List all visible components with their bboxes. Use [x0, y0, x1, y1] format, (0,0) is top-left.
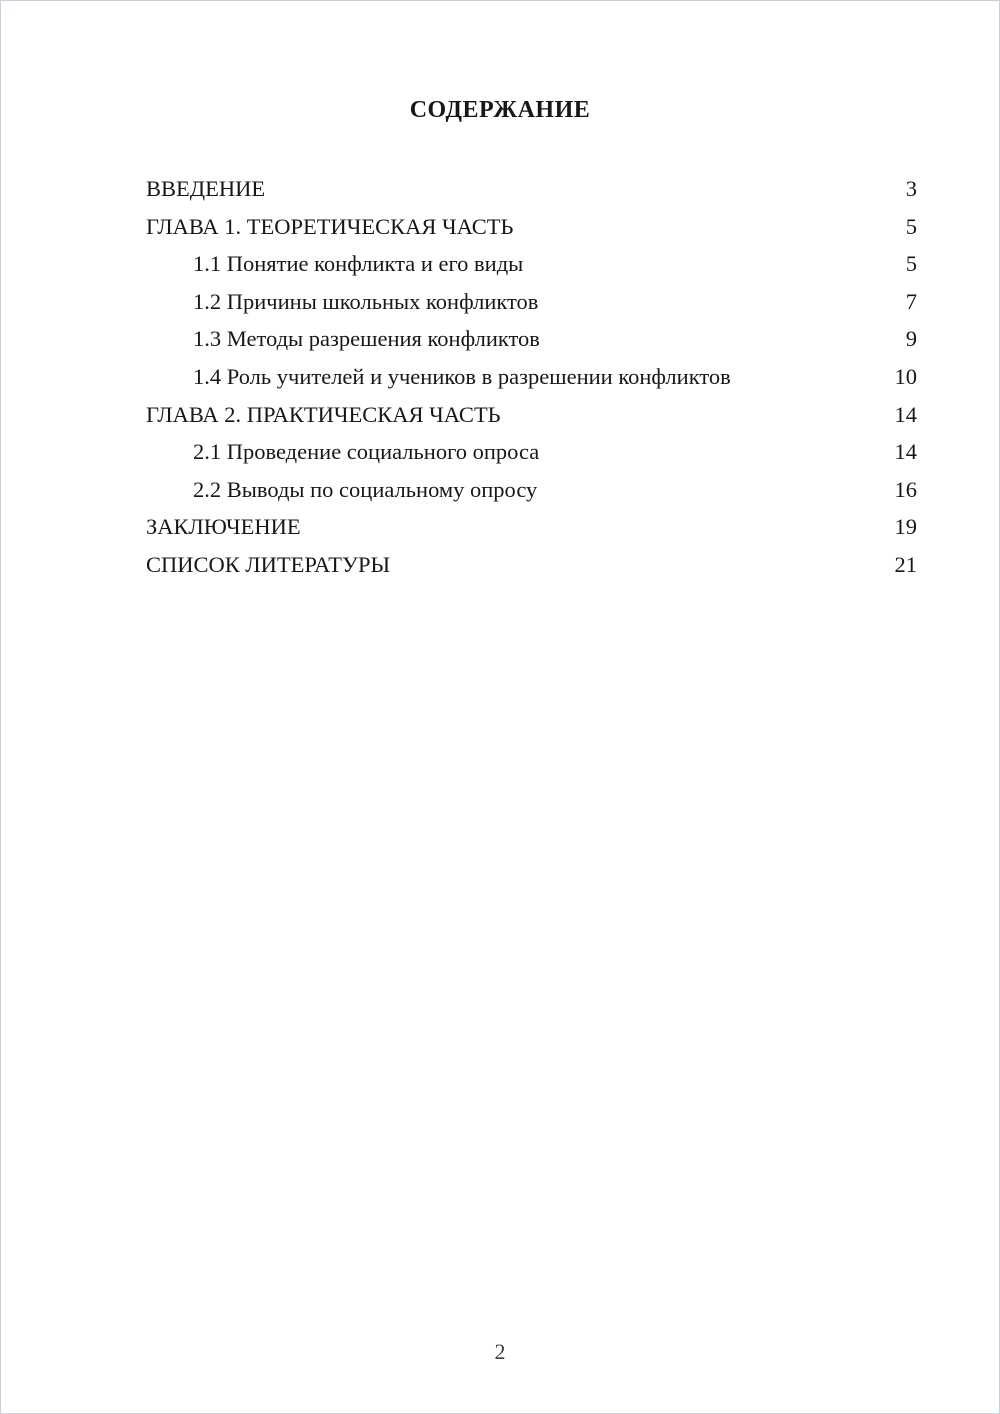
toc-entry-page: 14	[894, 439, 917, 465]
toc-entry-label: 1.2 Причины школьных конфликтов	[193, 288, 539, 314]
toc-entry	[146, 358, 917, 396]
page-number: 2	[494, 1339, 506, 1364]
toc-entry	[146, 245, 917, 283]
toc-entry	[146, 433, 917, 471]
toc-entry-page: 7	[905, 288, 917, 314]
toc-entry	[146, 283, 917, 321]
toc-entry-page: 5	[905, 251, 917, 277]
toc-entry	[146, 170, 917, 208]
toc-entry	[146, 471, 917, 509]
page-title: СОДЕРЖАНИЕ	[409, 97, 591, 123]
toc-entry-label: СПИСОК ЛИТЕРАТУРЫ	[146, 551, 391, 577]
toc-entry-label: ГЛАВА 1. ТЕОРЕТИЧЕСКАЯ ЧАСТЬ	[146, 213, 514, 239]
toc-entry-label: 2.1 Проведение социального опроса	[193, 439, 540, 465]
toc-entry-label: 1.4 Роль учителей и учеников в разрешении конфликтов	[193, 363, 731, 389]
toc-entry-label: 1.1 Понятие конфликта и его виды	[193, 251, 524, 277]
toc-entry-page: 9	[905, 326, 917, 352]
toc-entry-label: 2.2 Выводы по социальному опросу	[193, 476, 538, 502]
toc-entry-page: 14	[894, 401, 917, 427]
toc-entry-label: ГЛАВА 2. ПРАКТИЧЕСКАЯ ЧАСТЬ	[146, 401, 501, 427]
toc-entry-label: 1.3 Методы разрешения конфликтов	[193, 326, 540, 352]
toc-entry	[146, 508, 917, 546]
toc-entry-page: 3	[905, 176, 917, 201]
toc-entry-page: 10	[894, 363, 917, 389]
toc-entry-page: 16	[894, 476, 917, 502]
table-of-contents	[1, 170, 999, 584]
toc-entry-label: ВВЕДЕНИЕ	[146, 176, 266, 201]
toc-entry	[146, 208, 917, 246]
toc-entry-label: ЗАКЛЮЧЕНИЕ	[146, 514, 301, 540]
toc-entry-page: 21	[894, 551, 917, 577]
toc-entry	[146, 546, 917, 584]
toc-entry-page: 19	[894, 514, 917, 540]
toc-entry-page: 5	[905, 213, 917, 239]
toc-entry	[146, 396, 917, 434]
toc-entry	[146, 320, 917, 358]
